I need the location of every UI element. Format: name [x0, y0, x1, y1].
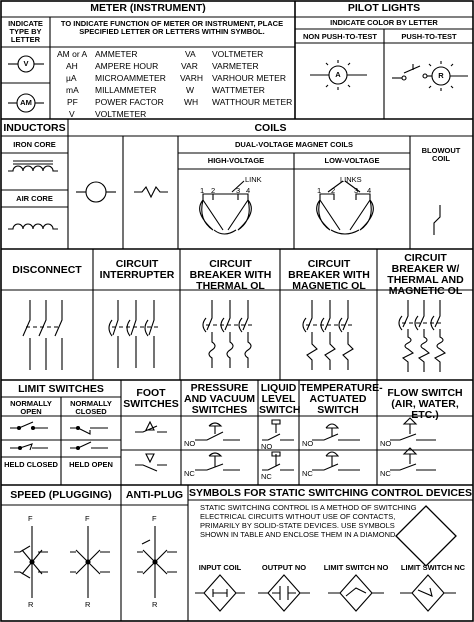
speed-f-right: F [85, 514, 90, 523]
static-desc-line-1: STATIC SWITCHING CONTROL IS A METHOD OF SWITCHING [200, 503, 417, 512]
anti-plug-symbol [137, 526, 177, 598]
static-desc-line-4: SHOWN IN TABLE AND ENCLOSE THEM IN A DIAMOND. [200, 530, 398, 539]
meter-row-0-b: AMMETER [95, 49, 138, 59]
coil-num-1-low: 1 [317, 186, 322, 195]
meter-row-1-c: VAR [181, 61, 198, 71]
circuit-interrupter-label: CIRCUIT INTERRUPTER [99, 258, 175, 282]
meter-row-3-d: WATTMETER [212, 85, 265, 95]
pressure-no-label: NO [184, 439, 196, 448]
high-voltage-label: HIGH-VOLTAGE [207, 156, 265, 165]
held-open-label: HELD OPEN [69, 460, 113, 469]
meter-row-0-c: VA [185, 49, 196, 59]
meter-row-4-d: WATTHOUR METER [212, 97, 293, 107]
normally-open-label: NORMALLY OPEN [10, 399, 52, 416]
static-desc-line-2: ELECTRICAL CIRCUITS WITHOUT USE OF CONTACTS, [200, 512, 396, 521]
coil-num-4-low: 4 [367, 186, 372, 195]
anti-plug-f: F [152, 514, 157, 523]
low-voltage-label: LOW-VOLTAGE [324, 156, 380, 165]
pilot-push-label: PUSH-TO-TEST [401, 32, 457, 41]
pilot-lights-title: PILOT LIGHTS [347, 2, 421, 14]
coil-num-2-high: 2 [211, 186, 216, 195]
pressure-nc-label: NC [184, 469, 195, 478]
dual-voltage-label: DUAL-VOLTAGE MAGNET COILS [234, 140, 354, 149]
magnetic-ol-symbol [303, 300, 353, 370]
link-label: LINK [245, 175, 262, 184]
disconnect-label: DISCONNECT [12, 264, 82, 276]
meter-symbol-letter-v: V [23, 59, 29, 68]
liquid-nc-label: NC [261, 472, 272, 481]
meter-row-5-b: VOLTMETER [95, 109, 147, 119]
inductors-title: INDUCTORS [3, 122, 66, 134]
pilot-lights-subtitle: INDICATE COLOR BY LETTER [330, 18, 438, 27]
speed-plugging-symbol [14, 526, 110, 598]
meter-row-1-a: AH [66, 61, 78, 71]
meter-row-3-b: MILLAMMETER [95, 85, 157, 95]
foot-switches-label: FOOT SWITCHES [123, 387, 179, 411]
held-closed-label: HELD CLOSED [4, 460, 58, 469]
meter-row-3-a: mA [66, 85, 79, 95]
disconnect-symbol [23, 300, 62, 370]
meter-row-2-a: µA [66, 73, 77, 83]
air-core-label: AIR CORE [16, 194, 53, 203]
speed-f-left: F [28, 514, 33, 523]
meter-row-2-b: MICROAMMETER [95, 73, 166, 83]
temperature-label: TEMPERATURE-ACTUATED SWITCH [300, 382, 383, 417]
flow-nc-label: NC [380, 469, 391, 478]
flow-no-label: NO [380, 439, 392, 448]
meter-row-2-d: VARHOUR METER [212, 73, 286, 83]
static-desc-line-3: PRIMARILY BY SOLID-STATE DEVICES. USE SYMBOLS [200, 521, 395, 530]
meter-row-0-d: VOLTMETER [212, 49, 264, 59]
liquid-no-label: NO [261, 442, 273, 451]
thermal-magnetic-ol-label: CIRCUIT BREAKER W/ THERMAL AND MAGNETIC OL [387, 252, 464, 298]
coil-num-3-high: 3 [236, 186, 241, 195]
thermal-magnetic-ol-symbol [399, 300, 445, 372]
meter-row-1-d: VARMETER [212, 61, 259, 71]
pressure-vacuum-label: PRESSURE AND VACUUM SWITCHES [184, 382, 255, 417]
coil-num-2-low: 2 [331, 186, 336, 195]
pilot-letter-r: R [438, 71, 444, 80]
meter-row-4-b: POWER FACTOR [95, 97, 164, 107]
meter-row-5-a: V [69, 109, 75, 119]
temperature-nc-label: NC [302, 469, 313, 478]
input-coil-label: INPUT COIL [198, 563, 242, 572]
speed-r-right: R [85, 600, 91, 609]
thermal-ol-symbol [203, 300, 252, 368]
meter-row-3-c: W [186, 85, 195, 95]
meter-title: METER (INSTRUMENT) [90, 2, 206, 14]
circuit-interrupter-symbol [109, 300, 158, 368]
meter-indicate-label: INDICATE TYPE BY LETTER [8, 19, 43, 44]
magnetic-ol-label: CIRCUIT BREAKER WITH MAGNETIC OL [288, 258, 370, 293]
meter-row-2-c: VARH [180, 73, 203, 83]
pilot-non-push-label: NON PUSH-TO-TEST [302, 32, 378, 41]
output-no-label: OUTPUT NO [261, 563, 307, 572]
blowout-coil-label: BLOWOUT COIL [421, 146, 461, 163]
links-label: LINKS [340, 175, 362, 184]
flow-switch-label: FLOW SWITCH (AIR, WATER, ETC.) [387, 387, 463, 422]
pilot-letter-a: A [335, 70, 341, 79]
meter-row-4-c: WH [184, 97, 199, 107]
iron-core-label: IRON CORE [13, 140, 56, 149]
coil-num-1-high: 1 [200, 186, 205, 195]
temperature-no-label: NO [302, 439, 314, 448]
meter-function-label: TO INDICATE FUNCTION OF METER OR INSTRUMENT, PLACE SPECIFIED LETTER OR LETTERS WITHIN SYMBOL. [60, 19, 284, 36]
coil-num-4-high: 4 [246, 186, 251, 195]
limit-switch-no-label: LIMIT SWITCH NO [323, 563, 389, 572]
anti-plug-label: ANTI-PLUG [125, 489, 184, 501]
meter-row-4-a: PF [67, 97, 78, 107]
limit-switch-nc-label: LIMIT SWITCH NC [400, 563, 466, 572]
liquid-level-label: LIQUID LEVEL SWITCH [259, 382, 301, 417]
limit-switches-label: LIMIT SWITCHES [18, 383, 104, 395]
meter-row-0-a: AM or A [57, 49, 88, 59]
speed-r-left: R [28, 600, 34, 609]
meter-row-1-b: AMPERE HOUR [95, 61, 159, 71]
static-switching-title: SYMBOLS FOR STATIC SWITCHING CONTROL DEVICES [189, 487, 472, 499]
thermal-ol-label: CIRCUIT BREAKER WITH THERMAL OL [189, 258, 272, 293]
speed-plugging-label: SPEED (PLUGGING) [10, 489, 112, 501]
anti-plug-r: R [152, 600, 158, 609]
meter-symbol-letter-am: AM [20, 98, 32, 107]
normally-closed-label: NORMALLY CLOSED [70, 399, 112, 416]
coil-num-3-low: 3 [354, 186, 359, 195]
coils-title: COILS [254, 122, 287, 134]
